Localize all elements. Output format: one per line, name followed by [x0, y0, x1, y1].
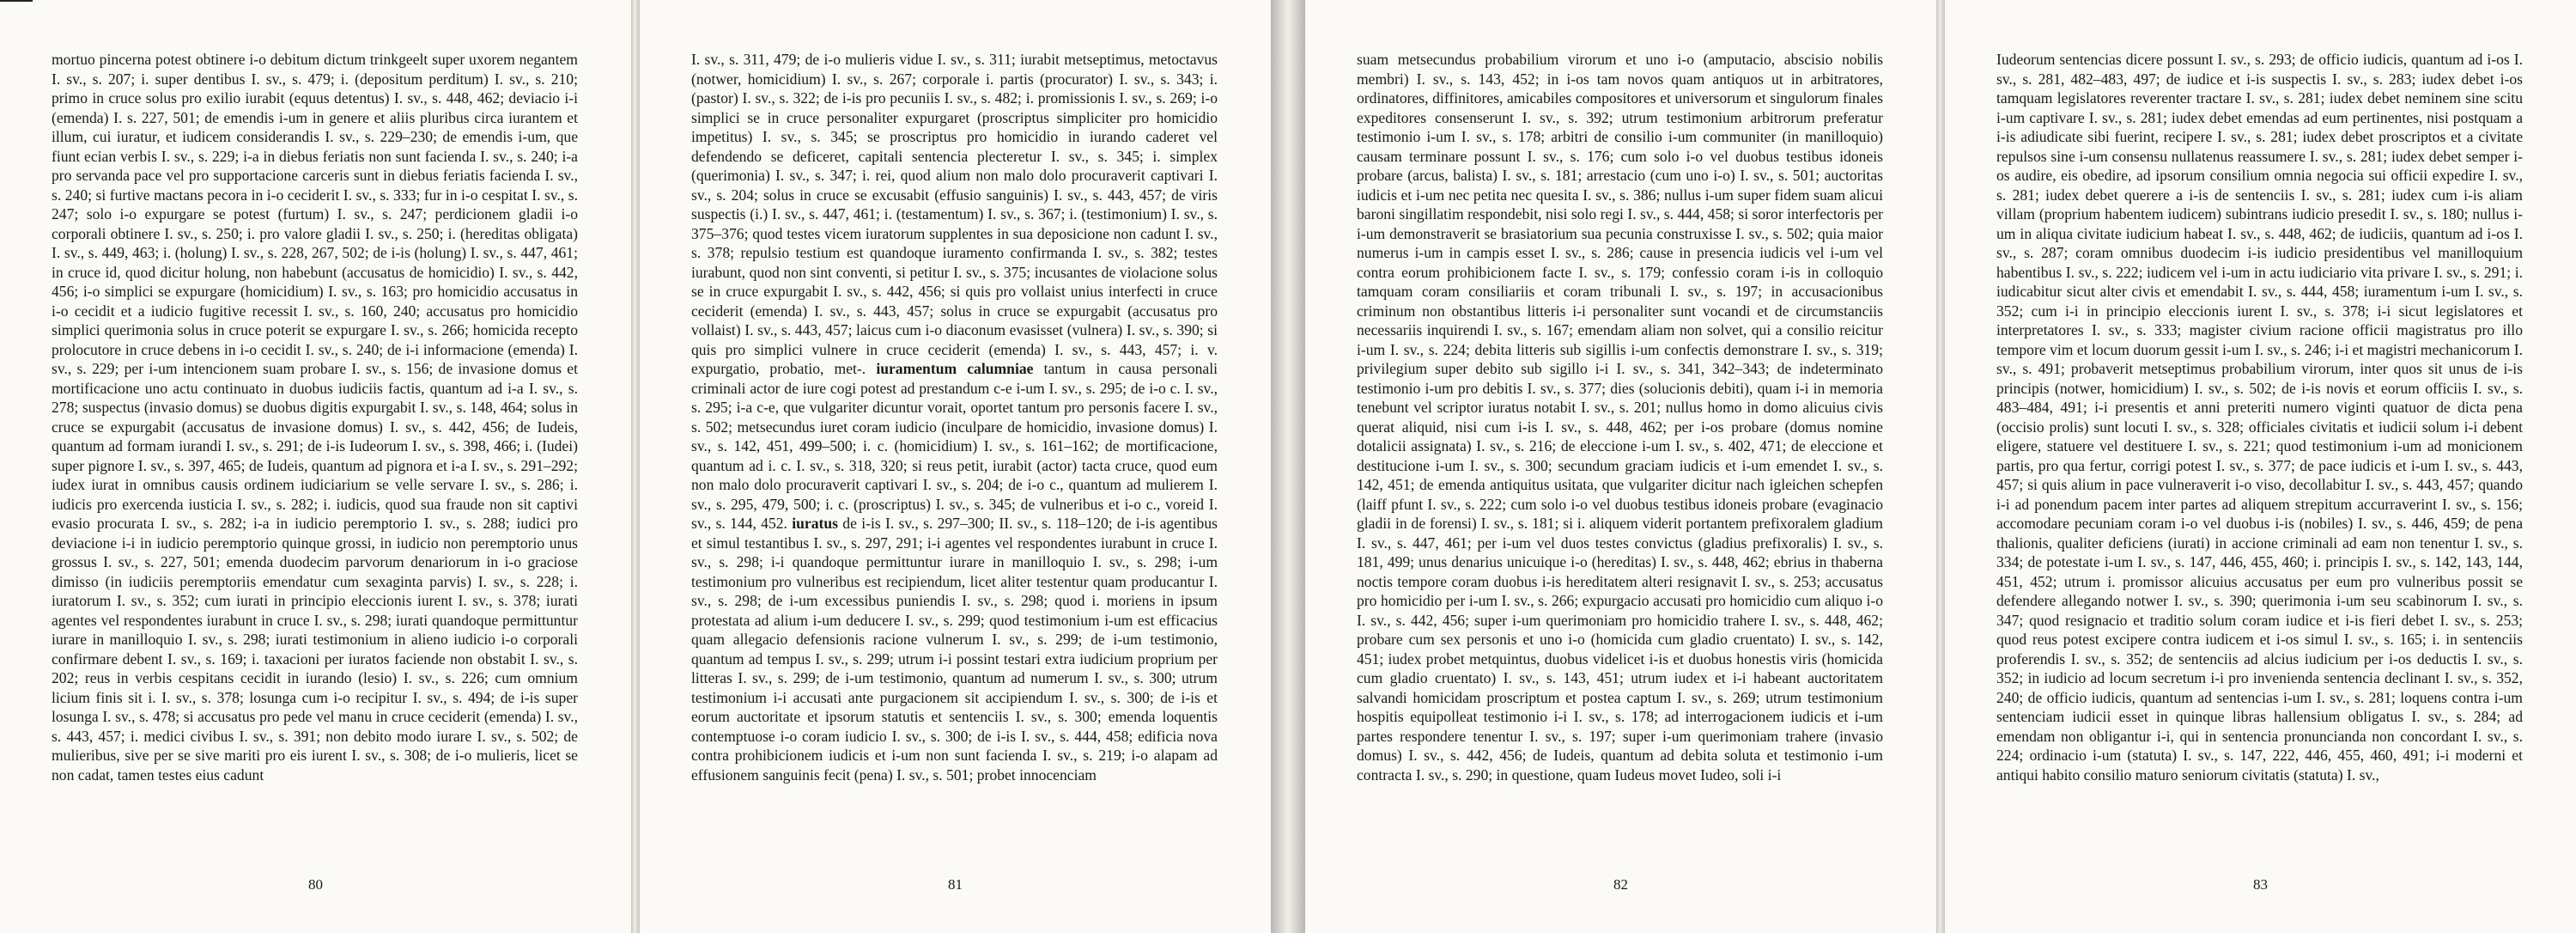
page-corner-mark [0, 0, 33, 14]
gutter [1936, 0, 1945, 933]
page-number: 82 [1613, 876, 1628, 893]
page-number: 80 [308, 876, 323, 893]
page-text: Iudeorum sentencias dicere possunt I. sv., s. 293; de officio iudicis, quantum ad i-os I. sv., s. 281, 482–483, 497; de iudice et i-is suspectis I. sv., s. 283; iudex debet i-os tamquam legislatores reverenter tractare I. sv., s. 281; iudex debet neminem sine scitu i-um captivare I. sv., s. 281; iudex debet emendas ad eum pertinentes, nisi postquam a i-is adiudicate sibi fuerint, recipere I. sv., s. 281; iudex debet proscriptos et a civitate repulsos sine i-um consensu nullatenus reassumere I. sv., s. 281; iudex debet semper i-os audire, eis obedire, ad ipsorum consilium omnia negocia sui officii expedire I. sv., s. 281; iudex debet querere a i-is de sentenciis I. sv., s. 281; iudex cum i-is aliam villam (proprium habentem iudicem) subintrans iudicio presedit I. sv., s. 180; nullus i-um in aliqua civitate iudicium habeat I. sv., s. 448, 462; de iudiciis, quantum ad i-os I. sv., s. 287; coram omnibus duodecim i-is iudicio presidentibus vel manilloquium habentibus I. sv., s. 222; iudicem vel i-um in actu iudiciario vita privare I. sv., s. 291; i. iudicabitur sicut alter civis et emendabit I. sv., s. 444, 458; iuramentum i-um I. sv., s. 352; cum i-i in principio eleccionis iurent I. sv., s. 378; i-i sicut legislatores et interpretatores I. sv., s. 333; magister civium racione officii magistratus pro illo tempore vim et locum duorum gessit i-um I. sv., s. 246; i-i et magistri mechanicorum I. sv., s. 491; probaverit metseptimus probabilium virorum, inter quos sit unus de i-is principis (notwer, homicidium) I. sv., s. 502; de i-is novis et eorum officiis I. sv., s. 483–484, 491; i-i presentis et anni preteriti numero viginti quatuor de dicta pena (occisio prolis) sunt locuti I. sv., s. 328; officiales civitatis et iudicii solum i-i debent eligere, statuere vel destituere I. sv., s. 221; quod testimonium i-um ad monicionem partis, pro qua fertur, corrigi potest I. sv., s. 377; de pace iudicis et i-um I. sv., s. 443, 457; si quis alium in pace vulneraverit i-o viso, decollabitur I. sv., s. 443, 457; quando i-i ad ponendum pacem inter partes ad aliquem strepitum accurraverint I. sv., s. 156; accomodare pecuniam coram i-o vel duobus i-is (nobiles) I. sv., s. 446, 459; de pena thalionis, qualiter deficiens (iurati) in accione criminali ad eam non tenentur I. sv., s. 334; de potestate i-um I. sv., s. 147, 446, 455, 460; i. principis I. sv., s. 142, 143, 144, 451, 452; utrum i. promissor alicuius accusatus per eum pro vulneribus possit se defendere allegando notwer I. sv., s. 390; querimonia i-um seu scabinorum I. sv., s. 347; quod resignacio et traditio solum coram iudice et i-is fieri debet I. sv., s. 253; quod reus potest excipere contra iudicem et i-os simul I. sv., s. 165; i. in sentenciis proferendis I. sv., s. 352; de sentenciis ad alcius iudicium per i-os deductis I. sv., s. 352; in iudicio ad locum secretum i-i pro invenienda sentencia declinant I. sv., s. 352, 240; de officio iudicis, quantum ad sentencias i-um I. sv., s. 281; loquens contra i-um sentenciam iudicii esset in quinque libras hallensium obligatus I. sv., s. 284; ad emendam non obligantur i-i, qui in sentencia pronuncianda non concordant I. sv., s. 224; ordinacio i-um (statuta) I. sv., s. 147, 222, 446, 455, 460, 491; i-i moderni et antiqui habito consilio maturo seniorum civitatis (statuta) I. sv., [1996, 51, 2523, 784]
gutter [631, 0, 640, 933]
page-83 [1945, 0, 2576, 933]
page-82 [1305, 0, 1936, 933]
page-text: suam metsecundus probabilium virorum et uno i-o (amputacio, abscisio nobilis membri) I. sv., s. 143, 452; in i-os tam novos quam antiquos ut in arbitratores, ordinatores, diffinitores, amicabiles compositores et universorum et singulorum finales expeditores consenserunt I. sv., s. 392; utrum testimonium arbitrorum preferatur testimonio i-um I. sv., s. 178; arbitri de consilio i-um communiter (in manilloquio) causam terminare possunt I. sv., s. 176; cum solo i-o vel duobus testibus idoneis probare (arcus, balista) I. sv., s. 181; arrestacio (cum uno i-o) I. sv., s. 501; auctoritas iudicis et i-um nec petita nec quesita I. sv., s. 386; nullus i-um super fidem suam alicui baroni singillatim respondebit, nisi solo regi I. sv., s. 444, 458; si soror interfectoris per i-um demonstraverit se brasiatorium sua pecunia construxisse I. sv., s. 502; quia maior numerus i-um in campis esset I. sv., s. 286; cause in presencia iudicis vel i-um vel contra eorum prohibicionem facte I. sv., s. 179; confessio coram i-is in colloquio tamquam coram consiliariis et coram tribunali I. sv., s. 197; in accusacionibus criminum non obstantibus litteris i-i personaliter sunt vocandi et de circumstanciis necessariis inquirendi I. sv., s. 167; emendam aliam non solvet, qui a consilio reicitur i-um I. sv., s. 224; debita litteris sub sigillis i-um confectis demonstrare I. sv., s. 319; privilegium super debito sub sigillo i-i I. sv., s. 341, 342–343; de indeterminato testimonio i-um pro debitis I. sv., s. 377; dies (solucionis debiti), quam i-i in memoria tenebunt vel scriptor iuratus notabit I. sv., s. 201; nullus homo in domo alicuius civis querat aliquid, nisi cum i-is I. sv., s. 448, 462; per i-os probare (domus nomine dotalicii assignata) I. sv., s. 216; de eleccione i-um I. sv., s. 402, 471; de eleccione et destitucione i-um I. sv., s. 300; secundum graciam iudicis et i-um emendet I. sv., s. 142, 451; de emenda antiquitus usitata, que vulgariter dicitur nach igleichen schepfen (laiff pfunt I. sv., s. 222; cum solo i-o vel duobus testibus idoneis probare (evaginacio gladii in de forensi) I. sv., s. 181; si i. aliquem viderit portantem prefixoralem gladium I. sv., s. 447, 461; per i-um vel duos testes convictus (gladius prefixoralis) I. sv., s. 181, 499; unus denarius unicuique i-o (hereditas) I. sv., s. 448, 462; ebrius in thaberna noctis tempore coram duobus i-is hereditatem alteri resignavit I. sv., s. 253; accusatus pro homicidio per i-um I. sv., s. 266; expurgacio accusati pro homicidio cum aliquo i-o I. sv., s. 442, 456; super i-um querimoniam pro homicidio trahere I. sv., s. 448, 462; probare cum sex personis et uno i-o (homicida cum gladio cruentato) I. sv., s. 142, 451; iudex probet metquintus, duobus videlicet i-is et duobus honestis viris (homicida cum gladio cruentato) I. sv., s. 143, 451; utrum iudex et i-i habeant auctoritatem salvandi homicidam proscriptum et postea captum I. sv., s. 269; utrum testimonium hospitis equipolleat testimonio i-i I. sv., s. 178; ad interrogacionem iudicis et i-um partes respondere tenentur I. sv., s. 197; super i-um querimoniam trahere (invasio domus) I. sv., s. 442, 456; de Iudeis, quantum ad debita soluta et testimonio i-um contracta I. sv., s. 290; in questione, quam Iudeus movet Iudeo, soli i-i [1357, 51, 1883, 784]
page-number: 81 [948, 876, 963, 893]
page-number: 83 [2253, 876, 2268, 893]
page-81 [640, 0, 1271, 933]
gutter [1271, 0, 1305, 933]
page-text: I. sv., s. 311, 479; de i-o mulieris vidue I. sv., s. 311; iurabit metseptimus, metoctavus (notwer, homicidium) I. sv., s. 267; corporale i. partis (procurator) I. sv., s. 343; i. (pastor) I. sv., s. 322; de i-is pro pecuniis I. sv., s. 482; i. promissionis I. sv., s. 269; i-o simplici se in cruce personaliter expurgaret (proscriptus simpliciter pro homicidio impetitus) I. sv., s. 345; se proscriptus pro homicidio in iurando caderet vel defendendo se deficeret, capitali sentencia plecteretur I. sv., s. 345; i. simplex (querimonia) I. sv., s. 347; i. rei, quod alium non malo dolo procuraverit captivari I. sv., s. 204; solus in cruce se excusabit (effusio sanguinis) I. sv., s. 443, 457; de viris suspectis (i.) I. sv., s. 447, 461; i. (testamentum) I. sv., s. 367; i. (testimonium) I. sv., s. 375–376; quod testes vicem iuratorum supplentes in sua deposicione non cadunt I. sv., s. 378; repulsio testium est quandoque iuramento confirmanda I. sv., s. 382; testes iurabunt, quod non sint conventi, si petitur I. sv., s. 375; incusantes de violacione solus se in cruce expurgabit I. sv., s. 442, 456; si quis pro vollaist unius interfecti in cruce ceciderit (emenda) I. sv., s. 443, 457; solus in cruce se expurgabit (accusatus pro vollaist) I. sv., s. 443, 457; laicus cum i-o diaconum evasisset (vulnera) I. sv., s. 390; si quis pro simplici vulnere in cruce ceciderit (emenda) I. sv., s. 443, 457; i. v. expurgatio, probatio, met-. iuramentum calumniae tantum in causa personali criminali actor de iure cogi potest ad prestandum c-e i-um I. sv., s. 295; de i-o c. I. sv., s. 295; i-a c-e, que vulgariter dicuntur vorait, oportet tantum pro personis facere I. sv., s. 502; metsecundus iuret coram iudicio (inculpare de homicidio, invasione domus) I. sv., s. 142, 451, 499–500; i. c. (homicidium) I. sv., s. 161–162; de mortificacione, quantum ad i. c. I. sv., s. 318, 320; si reus petit, iurabit (actor) tacta cruce, quod eum non malo dolo procuraverit captivari I. sv., s. 204; de i-o c., quantum ad mulierem I. sv., s. 295, 479, 500; i. c. (proscriptus) I. sv., s. 345; de vulneribus et i-o c., voreid I. sv., s. 144, 452. iuratus de i-is I. sv., s. 297–300; II. sv., s. 118–120; de i-is agentibus et simul testantibus I. sv., s. 297, 291; i-i agentes vel respondentes iurabunt in cruce I. sv., s. 298; i-i quandoque permittuntur iurare in manilloquio I. sv., s. 298; i-um testimonium pro vulneribus est recipiendum, licet aliter testentur quam producantur I. sv., s. 298; de i-um excessibus puniendis I. sv., s. 298; quod i. moriens in ipsum protestata ad alium i-um deducere I. sv., s. 299; quod testimonium i-um est efficacius quam allegacio defensionis racione vulnerum I. sv., s. 299; de i-um testimonio, quantum ad tempus I. sv., s. 299; utrum i-i possint testari extra iudicium proprium per litteras I. sv., s. 299; de i-um testimonio, quantum ad numerum I. sv., s. 300; utrum testimonium i-i accusati ante purgacionem sit accipiendum I. sv., s. 300; de i-is et eorum auctoritate et ipsorum statutis et sentenciis I. sv., s. 300; emenda loquentis contemptuose i-o coram iudicio I. sv., s. 300; de i-is I. sv., s. 444, 458; edificia nova contra prohibicionem iudicis et i-um non sunt facienda I. sv., s. 219; i-o alapam ad effusionem sanguinis fecit (pena) I. sv., s. 501; probet innocenciam [691, 51, 1218, 784]
page-text: mortuo pincerna potest obtinere i-o debitum dictum trinkgeelt super uxorem negantem I. sv., s. 207; i. super dentibus I. sv., s. 479; i. (depositum perditum) I. sv., s. 210; primo in cruce solus pro exilio iurabit (equus detentus) I. sv., s. 448, 462; deviacio i-i (emenda) I. s. 227, 501; de emendis i-um in genere et aliis pluribus circa iurantem et illum, cui iuratur, et iudicem considerandis I. sv., s. 229–230; de emendis i-um, que fiunt ecian verbis I. sv., s. 229; i-a in diebus feriatis non sunt facienda I. sv., s. 240; i-a pro servanda pace vel pro supportacione carceris sunt in diebus feriatis facienda I. sv., s. 240; si furtive mactans pecora in i-o ceciderit I. sv., s. 333; fur in i-o cespitat I. sv., s. 247; solo i-o expurgare se potest (furtum) I. sv., s. 247; perdicionem gladii i-o corporali obtinere I. sv., s. 250; i. pro valore gladii I. sv., s. 250; i. (hereditas obligata) I. sv., s. 449, 463; i. (holung) I. sv., s. 228, 267, 502; de i-is (holung) I. sv., s. 447, 461; in cruce id, quod dicitur holung, non habebunt (accusatus de homicidio) I. sv., s. 442, 456; i-o simplici se expurgare (homicidium) I. sv., s. 163; pro homicidio accusatus in i-o cecidit et a iudicio fugitive recessit I. sv., s. 160, 240; accusatus pro homicidio simplici querimonia solus in cruce poterit se expurgare I. sv., s. 266; homicida recepto prolocutore in cruce debens in i-o cecidit I. sv., s. 240; de i-i informacione (emenda) I. sv., s. 229; per i-um intencionem suam probare I. sv., s. 156; de invasione domus et mortificacione uno actu continuato in duobus iudiciis factis, quantum ad i-a I. sv., s. 278; suspectus (invasio domus) se duobus digitis expurgabit I. sv., s. 148, 464; solus in cruce se expurgabit (accusatus de invasione domus) I. sv., s. 442, 456; de Iudeis, quantum ad formam iurandi I. sv., s. 291; de i-is Iudeorum I. sv., s. 398, 466; i. (Iudei) super pignore I. sv., s. 397, 465; de Iudeis, quantum ad pignora et i-a I. sv., s. 291–292; iudex iurat in omnibus causis ordinem iudiciarium se velle servare I. sv., s. 286; i. iudicis pro exercenda iusticia I. sv., s. 282; i. iudicis, quod sua fraude non sit captivi evasio procurata I. sv., s. 282; i-a in iudicio peremptorio I. sv., s. 288; iudici pro deviacione i-i in iudicio peremptorio quinque grossi, in iudicio non peremptorio unus grossus I. sv., s. 227, 501; emenda duodecim parvorum denariorum in i-o graciose dimisso (in iudiciis peremptoriis emendatur cum sexaginta parvis) I. sv., s. 228; i. iuratorum I. sv., s. 352; cum iurati in principio eleccionis iurent I. sv., s. 378; iurati agentes vel respondentes iurabunt in cruce I. sv., s. 298; iurati quandoque permittuntur iurare in manilloquio I. sv., s. 298; iurati testimonium in alieno iudicio i-o corporali confirmare debent I. sv., s. 169; i. taxacioni per iuratos faciende non obstabit I. sv., s. 202; reus in verbis cespitans cecidit in iurando (lesio) I. sv., s. 226; cum omnium licium finis sit i. I. sv., s. 378; losunga cum i-o recipitur I. sv., s. 494; de i-is super losunga I. sv., s. 478; si accusatus pro pede vel manu in cruce ceciderit (emenda) I. sv., s. 443, 457; i. medici civibus I. sv., s. 391; non debito modo iurare I. sv., s. 502; de mulieribus, sive per se sive mariti pro eis iurent I. sv., s. 308; de i-o mulieris, licet se non cadat, tamen testes eius cadunt [52, 51, 578, 784]
page-80 [0, 0, 631, 933]
